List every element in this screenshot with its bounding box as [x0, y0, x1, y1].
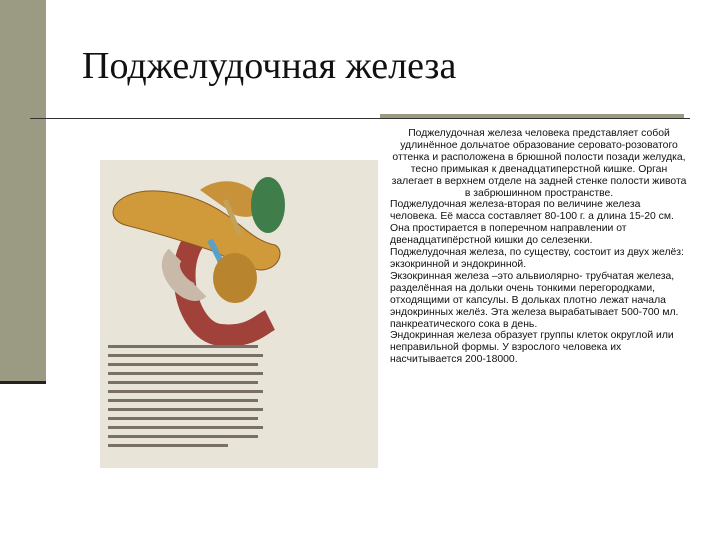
paragraph-endocrine: Эндокринная железа образует группы клеток округлой или неправильной формы. У взрослого человека их насчитывается 200-18000.	[390, 330, 674, 366]
left-bar-underline	[0, 381, 46, 384]
description-text	[390, 128, 688, 366]
paragraph-composition: Поджелудочная железа, по существу, состоит из двух желёз: экзокринной и эндокринной.	[390, 247, 684, 270]
paragraph-size: Поджелудочная железа-вторая по величине железа человека. Её масса составляет 80-100 г. а длина 15-20 см. Она простирается в поперечном направлении от двенадцатипёрстной кишки до селезенки.	[390, 199, 674, 247]
paragraph-exocrine: Экзокринная железа –это альвиолярно- трубчатая железа, разделённая на дольки очень тонкими перегородками, отходящими от капсулы. В дольках плотно лежат начала эндокринных желёз. Эта железа вырабатывает 500-700 мл. панкреатического сока в день.	[390, 270, 679, 330]
anatomy-drawing	[100, 160, 378, 468]
paragraph-intro: Поджелудочная железа человека представляет собой удлинённое дольчатое образование серовато-розоватого оттенка и расположена в брюшной полости позади желудка, тесно примыкая к двенадцатиперстной кишке. Орган залегает в верхнем отделе на задней стенке полости живота в забрюшинном пространстве.	[391, 128, 687, 199]
gallbladder-shape	[251, 177, 285, 233]
pancreas-head-shape	[213, 253, 257, 303]
pancreas-illustration	[100, 160, 378, 468]
title-divider-accent	[380, 114, 684, 118]
left-accent-bar	[0, 0, 46, 383]
slide-title: Поджелудочная железа	[82, 45, 457, 87]
title-divider	[30, 118, 690, 119]
